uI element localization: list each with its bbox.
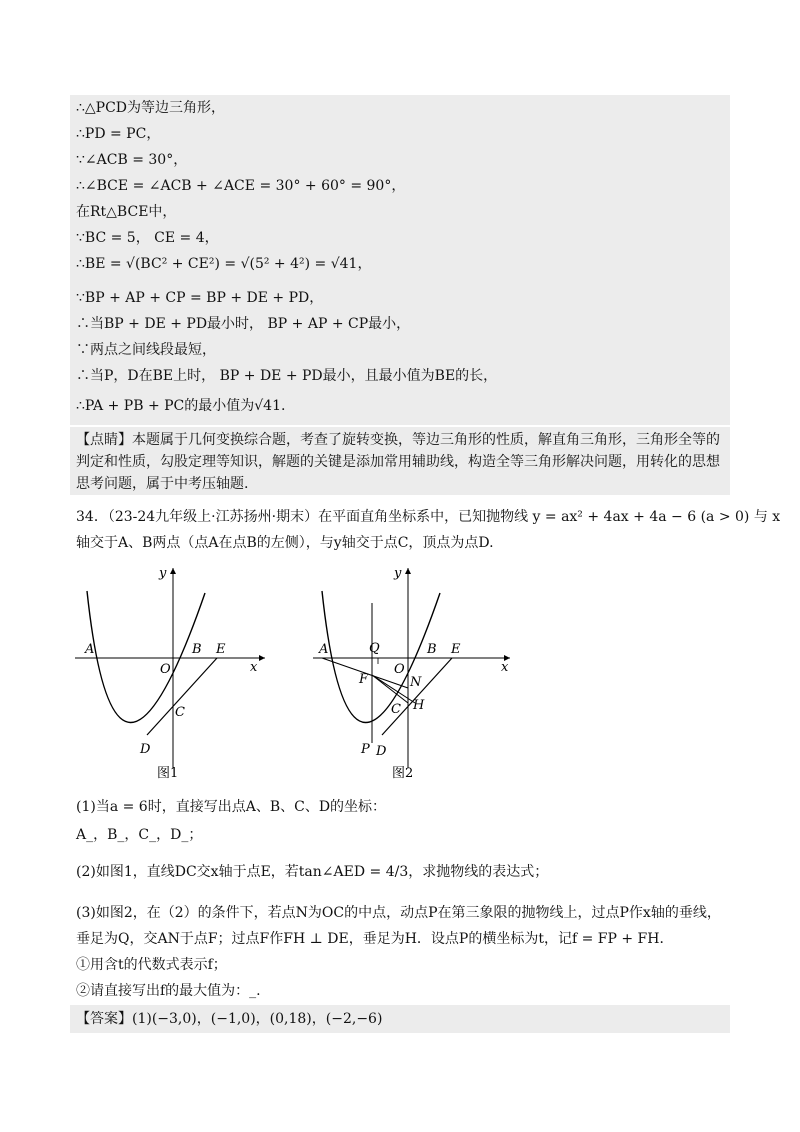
- solution-line: ∵BP + AP + CP = BP + DE + PD，: [76, 290, 324, 306]
- solution-line: ∴BE = √(BC² + CE²) = √(5² + 4²) = √41，: [76, 256, 372, 272]
- solution-line: ∵∠ACB = 30°，: [76, 152, 188, 168]
- figure-2: [305, 563, 535, 783]
- solution-line: ∴PA + PB + PC的最小值为√41.: [76, 398, 286, 414]
- question-3-line-4: ②请直接写出f的最大值为：_.: [76, 983, 261, 999]
- fig2-y-label: y: [394, 566, 402, 581]
- fig1-x-label: x: [250, 660, 258, 675]
- solution-line: ∴∠BCE = ∠ACB + ∠ACE = 30° + 60° = 90°，: [76, 178, 406, 194]
- comment-line-1: 【点睛】本题属于几何变换综合题，考查了旋转变换，等边三角形的性质，解直角三角形，三角形全等的: [76, 432, 720, 448]
- comment-line-2: 判定和性质，勾股定理等知识，解题的关键是添加常用辅助线，构造全等三角形解决问题，用转化的思想: [76, 454, 720, 470]
- fig2-label-O: O: [394, 662, 405, 677]
- fig2-label-F: F: [359, 672, 369, 687]
- fig2-label-C: C: [391, 702, 401, 717]
- fig2-label-B: B: [427, 642, 437, 657]
- fig2-caption: 图2: [392, 766, 414, 781]
- solution-line: ∵BC = 5， CE = 4，: [76, 230, 219, 246]
- fig2-label-N: N: [410, 675, 422, 690]
- fig1-label-A: A: [85, 642, 95, 657]
- fig1-label-B: B: [192, 642, 202, 657]
- fig1-label-O: O: [160, 662, 171, 677]
- fig2-label-E: E: [451, 642, 461, 657]
- fig2-label-P: P: [361, 742, 370, 757]
- problem-line-2: 轴交于A、B两点（点A在点B的左侧），与y轴交于点C，顶点为点D.: [76, 535, 494, 551]
- solution-line: 在Rt△BCE中，: [76, 204, 177, 220]
- question-3-line-1: (3)如图2，在（2）的条件下，若点N为OC的中点，动点P在第三象限的抛物线上，过点P作x轴的垂线，: [76, 905, 721, 921]
- figure-1: [65, 563, 285, 783]
- question-1: (1)当a = 6时，直接写出点A、B、C、D的坐标：: [76, 799, 387, 815]
- solution-line: ∴当BP + DE + PD最小时， BP + AP + CP最小，: [76, 316, 411, 332]
- answer-line: 【答案】(1)(−3,0)，(−1,0)，(0,18)，(−2,−6): [76, 1011, 383, 1027]
- solution-line: ∵两点之间线段最短，: [76, 342, 216, 358]
- solution-line: ∴△PCD为等边三角形，: [76, 100, 226, 116]
- problem-line-1: 34．（23-24九年级上·江苏扬州·期末）在平面直角坐标系中，已知抛物线 y = ax² + 4ax + 4a − 6 (a > 0) 与 x: [76, 509, 781, 525]
- fig2-x-label: x: [501, 660, 509, 675]
- fig1-label-D: D: [140, 742, 151, 757]
- question-3-line-2: 垂足为Q，交AN于点F；过点F作FH ⊥ DE，垂足为H．设点P的横坐标为t，记f = FP + FH．: [76, 931, 674, 947]
- fig2-label-H: H: [413, 698, 425, 713]
- fig1-label-C: C: [175, 705, 185, 720]
- fig1-caption: 图1: [157, 766, 179, 781]
- fig2-label-Q: Q: [369, 641, 380, 656]
- fig2-label-D: D: [376, 744, 387, 759]
- question-1-blanks: A_，B_，C_，D_；: [76, 827, 203, 843]
- solution-line: ∴PD = PC，: [76, 126, 161, 142]
- fig1-label-E: E: [216, 642, 226, 657]
- comment-line-3: 思考问题，属于中考压轴题.: [76, 476, 249, 492]
- fig1-y-label: y: [159, 566, 167, 581]
- question-3-line-3: ①用含t的代数式表示f；: [76, 957, 227, 973]
- fig2-label-A: A: [319, 642, 329, 657]
- solution-line: ∴当P，D在BE上时， BP + DE + PD最小，且最小值为BE的长，: [76, 368, 498, 384]
- question-2: (2)如图1，直线DC交x轴于点E，若tan∠AED = 4/3，求抛物线的表达式；: [76, 864, 549, 880]
